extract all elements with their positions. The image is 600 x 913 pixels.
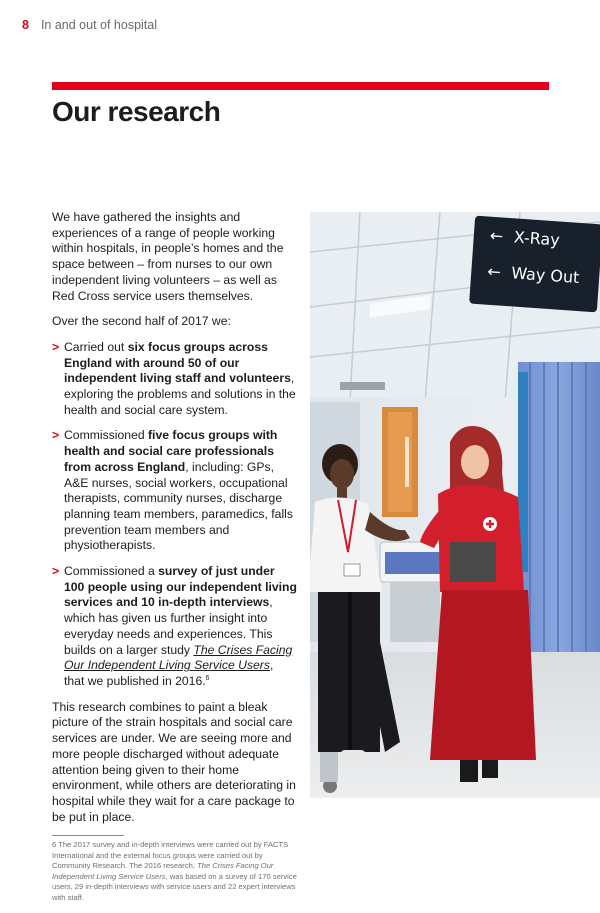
list-item: > Carried out six focus groups across England with around 50 of our independent living staff and volunteers, exploring the problems and solutions in the health and social care system. [52, 339, 296, 417]
intro-paragraph: We have gathered the insights and experiences of a range of people working within hospitals, in people’s homes and the space between – from nurses to our own independent living volunteers – as well as Red Cross service users themselves. [52, 210, 284, 303]
hospital-photo [310, 212, 600, 798]
svg-text:←: ← [489, 225, 504, 246]
section-name: In and out of hospital [40, 18, 158, 32]
running-header [22, 18, 157, 32]
bullet-chevron-icon: > [52, 428, 60, 443]
page-number: 8 [22, 18, 29, 32]
svg-text:←: ← [486, 261, 502, 282]
hospital-corridor-illustration [310, 212, 600, 798]
footnote-ref[interactable]: 6 [205, 674, 210, 682]
body-text [52, 210, 297, 913]
bullet-chevron-icon: > [52, 339, 60, 354]
closing-paragraph: This research combines to paint a bleak picture of the strain hospitals and social care services are under. We are seeing more and more people discharged without adequate attention being given to their home environment, while others are deteriorating in hospital while they wait for a care package to be put in place. [52, 699, 296, 824]
bullet-chevron-icon: > [52, 564, 60, 579]
report-link[interactable]: The Crises Facing Our Independent Living Service Users [64, 642, 293, 673]
list-item: > Commissioned a survey of just under 100 people using our independent living services and 10 in-depth interviews, which has given us further insight into everyday needs and experiences. This builds on a larger study The Crises Facing Our Independent Living Service Users, that we published in 2016.$^6$ [52, 564, 297, 688]
accent-rule [52, 82, 549, 90]
research-list [52, 340, 297, 690]
sign-wayout-label: Way Out [510, 263, 580, 288]
sign-xray-label: X-Ray [513, 227, 561, 250]
page-title: Our research [52, 96, 221, 127]
period-intro: Over the second half of 2017 we: [52, 314, 231, 329]
xray-exit-sign [469, 216, 600, 313]
list-item: > Commissioned five focus groups with health and social care professionals from across England, including: GPs, A&E nurses, social workers, occupational therapists, community nurses, discharge planning team members, paramedics, falls prevention team members and physiotherapists. [52, 428, 293, 553]
footnote-divider [52, 835, 124, 836]
footnote: 6 The 2017 survey and in-depth interviews were carried out by FACTS International and the external focus groups were carried out by Community Research. The 2016 research, The Crises Facing Our Independent Living Service Users, was based on a survey of 170 service users, 29 in-depth interviews with service users and 22 expert interviews with staff. [52, 840, 297, 902]
